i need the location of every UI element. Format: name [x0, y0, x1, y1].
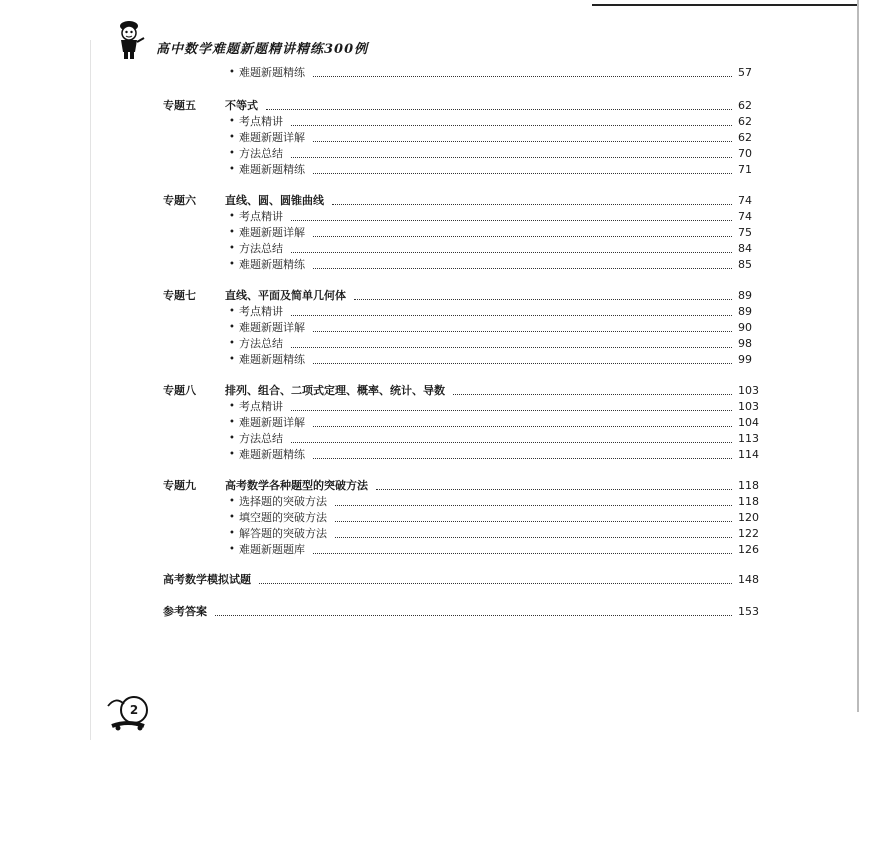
toc-page-number: 118: [738, 479, 759, 492]
dot-leader: [313, 458, 732, 459]
toc-page-number: 104: [738, 416, 759, 429]
toc-page-number: 62: [738, 99, 752, 112]
toc-page-number: 62: [738, 131, 752, 144]
page-number: 2: [129, 703, 139, 717]
dot-leader: [259, 583, 732, 584]
toc-section-title: 排列、组合、二项式定理、概率、统计、导数: [225, 384, 445, 397]
toc-subentry-label: 难题新题精练: [239, 353, 305, 366]
bullet-icon: •: [229, 306, 235, 317]
toc-page-number: 118: [738, 495, 759, 508]
dot-leader: [215, 615, 732, 616]
dot-leader: [291, 252, 732, 253]
dot-leader: [291, 220, 732, 221]
toc-subentry: [0, 209, 870, 225]
toc-page-number: 122: [738, 527, 759, 540]
toc-page-number: 126: [738, 543, 759, 556]
bullet-icon: •: [229, 211, 235, 222]
dot-leader: [313, 553, 732, 554]
bullet-icon: •: [229, 148, 235, 159]
bullet-icon: •: [229, 433, 235, 444]
toc-page-number: 90: [738, 321, 752, 334]
toc-page-number: 114: [738, 448, 759, 461]
toc-subentry: [0, 304, 870, 320]
toc-subentry: [0, 225, 870, 241]
dot-leader: [376, 489, 732, 490]
bullet-icon: •: [229, 164, 235, 175]
bullet-icon: •: [229, 401, 235, 412]
dot-leader: [291, 442, 732, 443]
dot-leader: [313, 268, 732, 269]
toc-section: [0, 383, 870, 399]
toc-subentry-label: 解答题的突破方法: [239, 527, 327, 540]
toc-page-number: 103: [738, 384, 759, 397]
toc-section: [0, 478, 870, 494]
toc-subentry: [0, 65, 870, 81]
toc-subentry-label: 难题新题详解: [239, 226, 305, 239]
toc-subentry: [0, 431, 870, 447]
toc-subentry-label: 方法总结: [239, 242, 283, 255]
toc-page-number: 113: [738, 432, 759, 445]
toc-subentry: [0, 241, 870, 257]
toc-page-number: 103: [738, 400, 759, 413]
dot-leader: [313, 173, 732, 174]
dot-leader: [313, 363, 732, 364]
bullet-icon: •: [229, 243, 235, 254]
bullet-icon: •: [229, 227, 235, 238]
bullet-icon: •: [229, 259, 235, 270]
dot-leader: [291, 347, 732, 348]
toc-page-number: 85: [738, 258, 752, 271]
dot-leader: [291, 125, 732, 126]
header-title: 高中数学难题新题精讲精练300例: [156, 42, 369, 57]
toc-subentry-label: 方法总结: [239, 147, 283, 160]
dot-leader: [354, 299, 732, 300]
bullet-icon: •: [229, 354, 235, 365]
toc-section-number: 专题八: [163, 384, 196, 397]
toc-section-number: 专题六: [163, 194, 196, 207]
toc-entry: [0, 604, 870, 620]
toc-section-title: 直线、圆、圆锥曲线: [225, 194, 324, 207]
toc-section-number: 专题五: [163, 99, 196, 112]
toc-subentry-label: 难题新题精练: [239, 258, 305, 271]
bullet-icon: •: [229, 544, 235, 555]
toc-section: [0, 98, 870, 114]
toc-subentry: [0, 542, 870, 558]
toc-page-number: 98: [738, 337, 752, 350]
toc-page-number: 57: [738, 66, 752, 79]
dot-leader: [335, 537, 732, 538]
toc-subentry: [0, 494, 870, 510]
dot-leader: [313, 426, 732, 427]
toc-subentry: [0, 257, 870, 273]
toc-subentry-label: 难题新题精练: [239, 448, 305, 461]
toc-subentry-label: 考点精讲: [239, 400, 283, 413]
dot-leader: [266, 109, 732, 110]
toc-section-title: 不等式: [225, 99, 258, 112]
toc-subentry: [0, 114, 870, 130]
toc-subentry: [0, 130, 870, 146]
toc-page-number: 62: [738, 115, 752, 128]
bullet-icon: •: [229, 132, 235, 143]
bullet-icon: •: [229, 528, 235, 539]
bullet-icon: •: [229, 417, 235, 428]
toc-subentry-label: 难题新题详解: [239, 131, 305, 144]
toc-section-number: 专题七: [163, 289, 196, 302]
toc-subentry-label: 选择题的突破方法: [239, 495, 327, 508]
toc-subentry-label: 方法总结: [239, 432, 283, 445]
toc-subentry: [0, 352, 870, 368]
toc-subentry: [0, 399, 870, 415]
toc-section-title: 高考数学各种题型的突破方法: [225, 479, 368, 492]
toc-page-number: 70: [738, 147, 752, 160]
toc-page-number: 74: [738, 210, 752, 223]
dot-leader: [313, 141, 732, 142]
toc-entry-title: 参考答案: [163, 605, 207, 618]
toc-section-number: 专题九: [163, 479, 196, 492]
toc-subentry-label: 难题新题详解: [239, 416, 305, 429]
toc-section: [0, 193, 870, 209]
toc-page-number: 84: [738, 242, 752, 255]
toc-page-number: 99: [738, 353, 752, 366]
dot-leader: [335, 521, 732, 522]
bullet-icon: •: [229, 449, 235, 460]
toc-subentry: [0, 415, 870, 431]
dot-leader: [313, 331, 732, 332]
toc-entry-title: 高考数学模拟试题: [163, 573, 251, 586]
dot-leader: [291, 410, 732, 411]
toc-section: [0, 288, 870, 304]
toc-subentry-label: 难题新题详解: [239, 321, 305, 334]
toc-subentry: [0, 336, 870, 352]
toc-subentry: [0, 162, 870, 178]
bullet-icon: •: [229, 322, 235, 333]
toc-subentry-label: 填空题的突破方法: [239, 511, 327, 524]
toc-subentry-label: 方法总结: [239, 337, 283, 350]
bullet-icon: •: [229, 496, 235, 507]
toc-subentry: [0, 320, 870, 336]
toc-subentry: [0, 146, 870, 162]
toc-page-number: 89: [738, 289, 752, 302]
dot-leader: [313, 236, 732, 237]
toc-subentry-label: 考点精讲: [239, 305, 283, 318]
toc-page-number: 153: [738, 605, 759, 618]
toc-entry: [0, 572, 870, 588]
toc-subentry-label: 难题新题精练: [239, 66, 305, 79]
dot-leader: [291, 315, 732, 316]
toc-subentry: [0, 510, 870, 526]
dot-leader: [332, 204, 732, 205]
toc-page-number: 148: [738, 573, 759, 586]
toc-subentry-label: 考点精讲: [239, 210, 283, 223]
dot-leader: [453, 394, 732, 395]
toc-page-number: 120: [738, 511, 759, 524]
toc-subentry: [0, 526, 870, 542]
bullet-icon: •: [229, 67, 235, 78]
bullet-icon: •: [229, 116, 235, 127]
toc-page-number: 74: [738, 194, 752, 207]
dot-leader: [313, 76, 732, 77]
toc-subentry: [0, 447, 870, 463]
dot-leader: [335, 505, 732, 506]
toc-subentry-label: 难题新题题库: [239, 543, 305, 556]
toc-page-number: 75: [738, 226, 752, 239]
toc-page-number: 89: [738, 305, 752, 318]
dot-leader: [291, 157, 732, 158]
toc-section-title: 直线、平面及简单几何体: [225, 289, 346, 302]
toc-page-number: 71: [738, 163, 752, 176]
toc-subentry-label: 考点精讲: [239, 115, 283, 128]
toc-subentry-label: 难题新题精练: [239, 163, 305, 176]
bullet-icon: •: [229, 338, 235, 349]
bullet-icon: •: [229, 512, 235, 523]
